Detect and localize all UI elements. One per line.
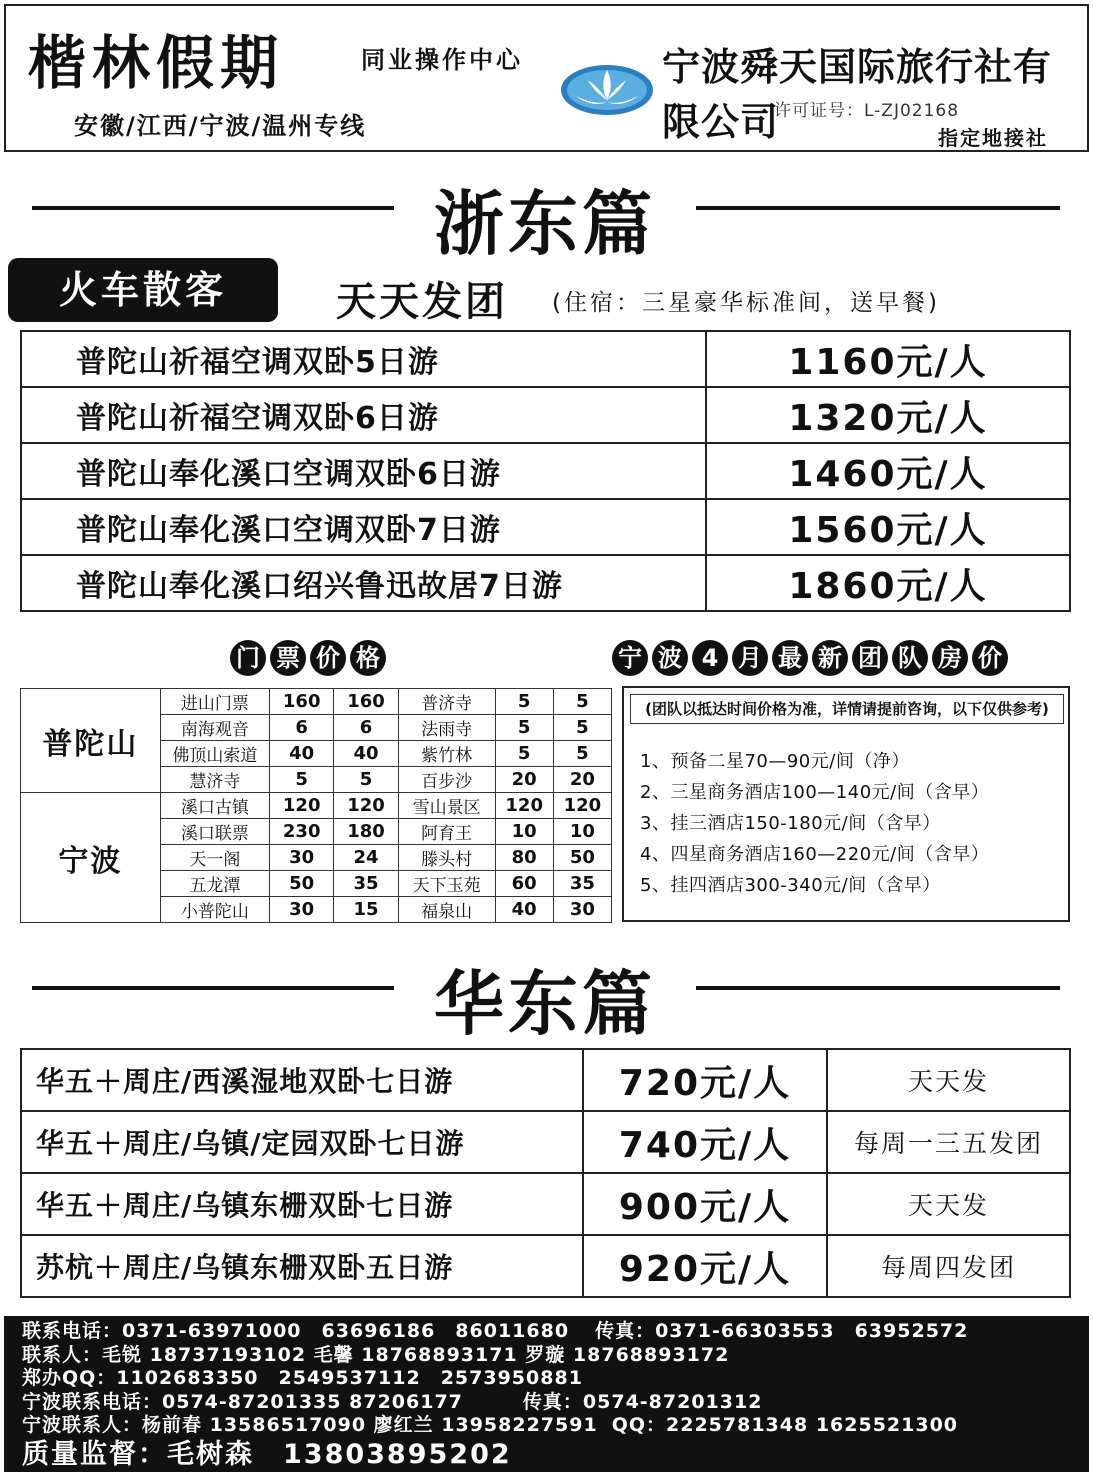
spot-name: 普济寺 [398,689,495,715]
ningbo-fax: 传真：0574-87201312 [522,1390,763,1413]
table-row [21,1111,1070,1173]
table-row [21,1173,1070,1235]
ticket-price: 15 [334,897,398,923]
ticket-price: 30 [270,845,334,871]
zhejiang-tour-table [20,330,1071,612]
ticket-price: 6 [270,715,334,741]
heading-char: 门 [230,640,266,676]
spot-name: 进山门票 [160,689,269,715]
lodging-note: (住宿：三星豪华标准间，送早餐) [552,290,940,316]
heading-char: 票 [270,640,306,676]
ticket-price: 120 [334,793,398,819]
table-row [21,499,1070,555]
footer-row [22,1320,1071,1344]
ticket-price: 50 [270,871,334,897]
tour-schedule: 天天发 [827,1173,1070,1235]
train-tag: 火车散客 [8,258,278,322]
contact-fax: 传真：0371-66303553 63952572 [595,1320,969,1342]
spot-name: 溪口联票 [160,819,269,845]
section-title-text: 浙东篇 [434,183,656,265]
table-row [21,387,1070,443]
tour-name: 苏杭＋周庄/乌镇东栅双卧五日游 [21,1235,583,1297]
tour-price: 720元/人 [583,1049,827,1111]
ticket-price: 5 [553,689,611,715]
company-name: 宁波舜天国际旅行社有限公司 [662,45,1053,144]
spot-name: 法雨寺 [398,715,495,741]
heading-char: 月 [732,640,768,676]
ticket-price: 24 [334,845,398,871]
spot-name: 溪口古镇 [160,793,269,819]
tour-name: 普陀山奉化溪口空调双卧7日游 [21,499,706,555]
tour-name: 普陀山奉化溪口空调双卧6日游 [21,443,706,499]
heading-char: 价 [972,640,1008,676]
east-china-tour-table [20,1048,1071,1298]
spot-name: 五龙潭 [160,871,269,897]
heading-char: 格 [350,640,386,676]
ticket-price-heading [230,640,386,676]
table-row [21,1235,1070,1297]
spot-name: 雪山景区 [398,793,495,819]
table-row [21,555,1070,611]
ticket-price: 5 [553,715,611,741]
license-number: 许可证号：L-ZJ02168 [774,101,960,121]
spot-name: 百步沙 [398,767,495,793]
hotel-price-box [622,686,1070,922]
ticket-price: 80 [495,845,553,871]
spot-name: 小普陀山 [160,897,269,923]
list-item: 2、三星商务酒店100—140元/间（含早） [640,782,990,803]
heading-char: 宁 [612,640,648,676]
tour-name: 华五＋周庄/西溪湿地双卧七日游 [21,1049,583,1111]
spot-name: 福泉山 [398,897,495,923]
list-item: 5、挂四酒店300-340元/间（含早） [640,875,941,896]
ningbo-qq: QQ：2225781348 1625521300 [611,1414,959,1436]
ticket-price: 30 [553,897,611,923]
ticket-price: 60 [495,871,553,897]
divider [696,986,1060,990]
list-item: 4、四星商务酒店160—220元/间（含早） [640,844,990,865]
ticket-price: 160 [334,689,398,715]
daily-departure: 天天发团 [336,279,508,325]
ticket-price: 40 [334,741,398,767]
table-row [21,689,612,715]
ticket-price: 35 [553,871,611,897]
table-row [21,331,1070,387]
ticket-price: 5 [495,741,553,767]
tour-schedule: 每周一三五发团 [827,1111,1070,1173]
divider [696,206,1060,210]
ticket-price: 20 [495,767,553,793]
ningbo-contacts: 宁波联系人：杨前春 13586517090 廖红兰 13958227591 [22,1414,598,1436]
tour-price: 1860元/人 [706,555,1070,611]
footer-row [22,1438,1071,1472]
ticket-price: 35 [334,871,398,897]
ticket-price: 20 [553,767,611,793]
spot-name: 天一阁 [160,845,269,871]
tour-name: 普陀山祈福空调双卧5日游 [21,331,706,387]
list-item: 1、预备二星70—90元/间（净） [640,751,910,772]
ticket-price: 40 [270,741,334,767]
section-title-east-china [0,948,1093,1045]
tour-price: 1160元/人 [706,331,1070,387]
divider [32,206,394,210]
spot-name: 滕头村 [398,845,495,871]
tour-price: 900元/人 [583,1173,827,1235]
tour-price: 1460元/人 [706,443,1070,499]
tour-name: 普陀山奉化溪口绍兴鲁迅故居7日游 [21,555,706,611]
section-title-east-zhejiang [0,168,1093,265]
ticket-price: 5 [495,715,553,741]
tour-schedule: 天天发 [827,1049,1070,1111]
spot-name: 天下玉苑 [398,871,495,897]
contact-persons: 联系人：毛锐 18737193102 毛馨 18768893171 罗璇 18768893172 [22,1343,730,1366]
table-row [21,443,1070,499]
heading-char: 波 [652,640,688,676]
ticket-price: 10 [553,819,611,845]
quality-supervisor: 质量监督：毛树森 13803895202 [22,1438,512,1470]
brand-name: 楷林假期 [28,29,285,97]
ticket-price: 40 [495,897,553,923]
zhengzhou-qq: 郑办QQ：1102683350 2549537112 2573950881 [22,1367,583,1389]
spot-name: 紫竹林 [398,741,495,767]
route-lines: 安徽/江西/宁波/温州专线 [74,112,367,140]
area-putuo: 普陀山 [21,689,161,793]
ticket-price: 120 [553,793,611,819]
ticket-price: 120 [495,793,553,819]
hotel-note: (团队以抵达时间价格为准，详情请提前咨询，以下仅供参考) [630,694,1064,724]
ticket-price: 120 [270,793,334,819]
spot-name: 佛顶山索道 [160,741,269,767]
ticket-price-table [20,688,612,923]
ticket-price: 6 [334,715,398,741]
spot-name: 南海观音 [160,715,269,741]
ticket-price: 180 [334,819,398,845]
footer-row [22,1367,1071,1391]
heading-char: 新 [812,640,848,676]
ticket-price: 5 [334,767,398,793]
ticket-price: 5 [553,741,611,767]
table-row [21,1049,1070,1111]
tour-name: 普陀山祈福空调双卧6日游 [21,387,706,443]
ticket-price: 50 [553,845,611,871]
hotel-list [640,746,989,901]
heading-char: 4 [692,640,728,676]
ningbo-phone: 宁波联系电话：0574-87201335 87206177 [22,1390,463,1413]
designated-agency: 指定地接社 [938,126,1048,150]
tour-price: 920元/人 [583,1235,827,1297]
contact-footer [4,1316,1089,1472]
heading-char: 最 [772,640,808,676]
footer-row [22,1391,1071,1415]
tour-price: 1560元/人 [706,499,1070,555]
area-ningbo: 宁波 [21,793,161,923]
spot-name: 阿育王 [398,819,495,845]
table-row [21,793,612,819]
heading-char: 队 [892,640,928,676]
tour-price: 740元/人 [583,1111,827,1173]
heading-char: 团 [852,640,888,676]
contact-phone: 联系电话：0371-63971000 63696186 86011680 [22,1320,570,1342]
footer-row [22,1344,1071,1368]
tour-name: 华五＋周庄/乌镇/定园双卧七日游 [21,1111,583,1173]
tour-price: 1320元/人 [706,387,1070,443]
tour-name: 华五＋周庄/乌镇东栅双卧七日游 [21,1173,583,1235]
ticket-price: 30 [270,897,334,923]
hotel-price-heading [612,640,1008,676]
heading-char: 房 [932,640,968,676]
company-logo-icon [558,62,656,118]
divider [32,986,394,990]
ticket-price: 230 [270,819,334,845]
ticket-price: 10 [495,819,553,845]
ticket-price: 160 [270,689,334,715]
footer-row [22,1414,1071,1438]
brand-subtitle: 同业操作中心 [361,46,523,74]
header [4,4,1089,152]
ticket-price: 5 [495,689,553,715]
heading-char: 价 [310,640,346,676]
section-title-text: 华东篇 [434,963,656,1045]
spot-name: 慧济寺 [160,767,269,793]
ticket-price: 5 [270,767,334,793]
tour-schedule: 每周四发团 [827,1235,1070,1297]
list-item: 3、挂三酒店150-180元/间（含早） [640,813,941,834]
